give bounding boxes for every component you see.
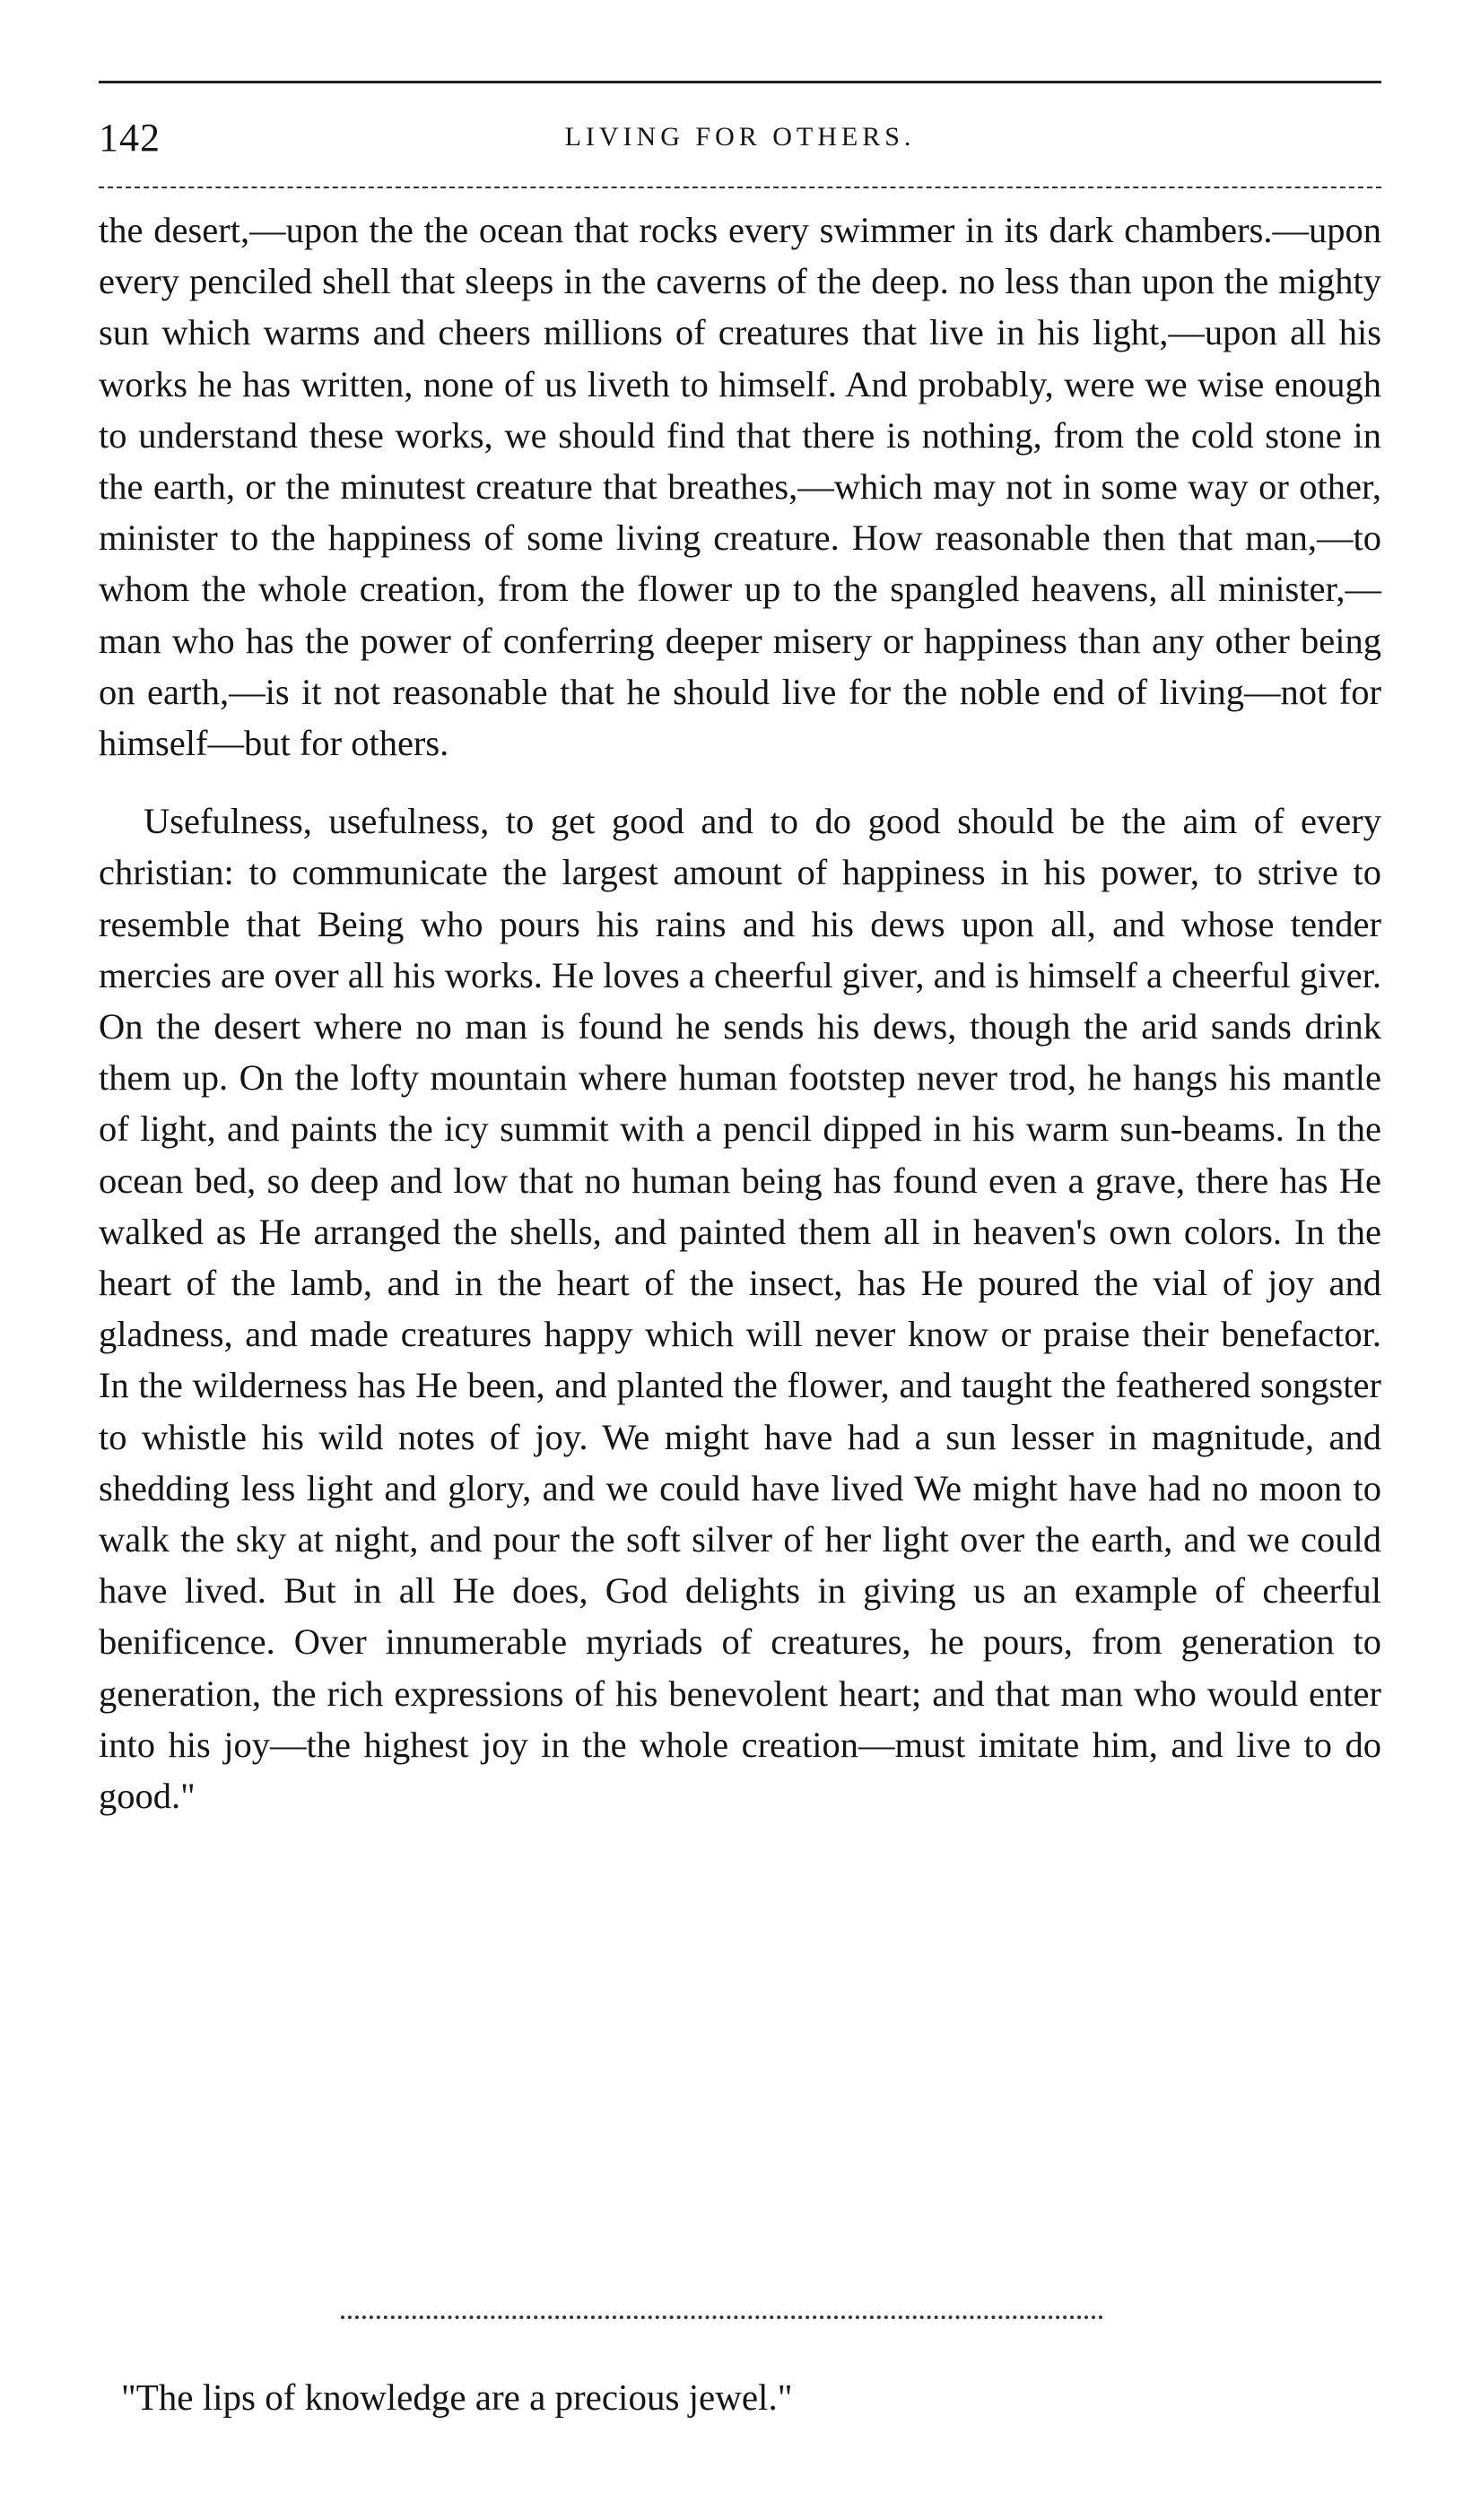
header-rule (99, 187, 1381, 188)
top-rule (99, 81, 1381, 83)
section-divider (341, 2316, 1103, 2319)
motto-quote: "The lips of knowledge are a precious jewel." (121, 2377, 793, 2418)
paragraph-2: Usefulness, usefulness, to get good and to do good should be the aim of every christian: to communicate the largest amount of happiness in his power, to strive to resemble that Being who pours his rains and his dews upon all, and whose tender mercies are over all his works. He loves a cheerful giver, and is himself a cheerful giver. On the desert where no man is found he sends his dews, though the arid sands drink them up. On the lofty mountain where human footstep never trod, he hangs his mantle of light, and paints the icy summit with a pencil dipped in his warm sun-beams. In the ocean bed, so deep and low that no human being has found even a grave, there has He walked as He arranged the shells, and painted them all in heaven's own colors. In the heart of the lamb, and in the heart of the insect, has He poured the vial of joy and gladness, and made creatures happy which will never know or praise their benefactor. In the wilderness has He been, and planted the flower, and taught the feathered songster to whistle his wild notes of joy. We might have had a sun lesser in magnitude, and shedding less light and glory, and we could have lived We might have had no moon to walk the sky at night, and pour the soft silver of her light over the earth, and we could have lived. But in all He does, God delights in giving us an example of cheerful benificence. Over innumerable myriads of creatures, he pours, from generation to generation, the rich expressions of his benevolent heart; and that man who would enter into his joy—the highest joy in the whole creation—must imitate him, and live to do good." (99, 801, 1381, 1817)
running-title: LIVING FOR OTHERS. (564, 122, 916, 152)
page-number: 142 (99, 116, 161, 160)
body-text (99, 204, 1381, 1821)
paragraph-1: the desert,—upon the the ocean that rocks every swimmer in its dark chambers.—upon every penciled shell that sleeps in the caverns of the deep. no less than upon the mighty sun which warms and cheers millions of creatures that live in his light,—upon all his works he has written, none of us liveth to himself. And probably, were we wise enough to understand these works, we should find that there is nothing, from the cold stone in the earth, or the minutest creature that breathes,—which may not in some way or other, minister to the happiness of some living creature. How reasonable then that man,—to whom the whole creation, from the flower up to the spangled heavens, all minister,—man who has the power of conferring deeper misery or happiness than any other being on earth,—is it not reasonable that he should live for the noble end of living—not for himself—but for others. (99, 210, 1381, 764)
running-head (99, 115, 1381, 169)
